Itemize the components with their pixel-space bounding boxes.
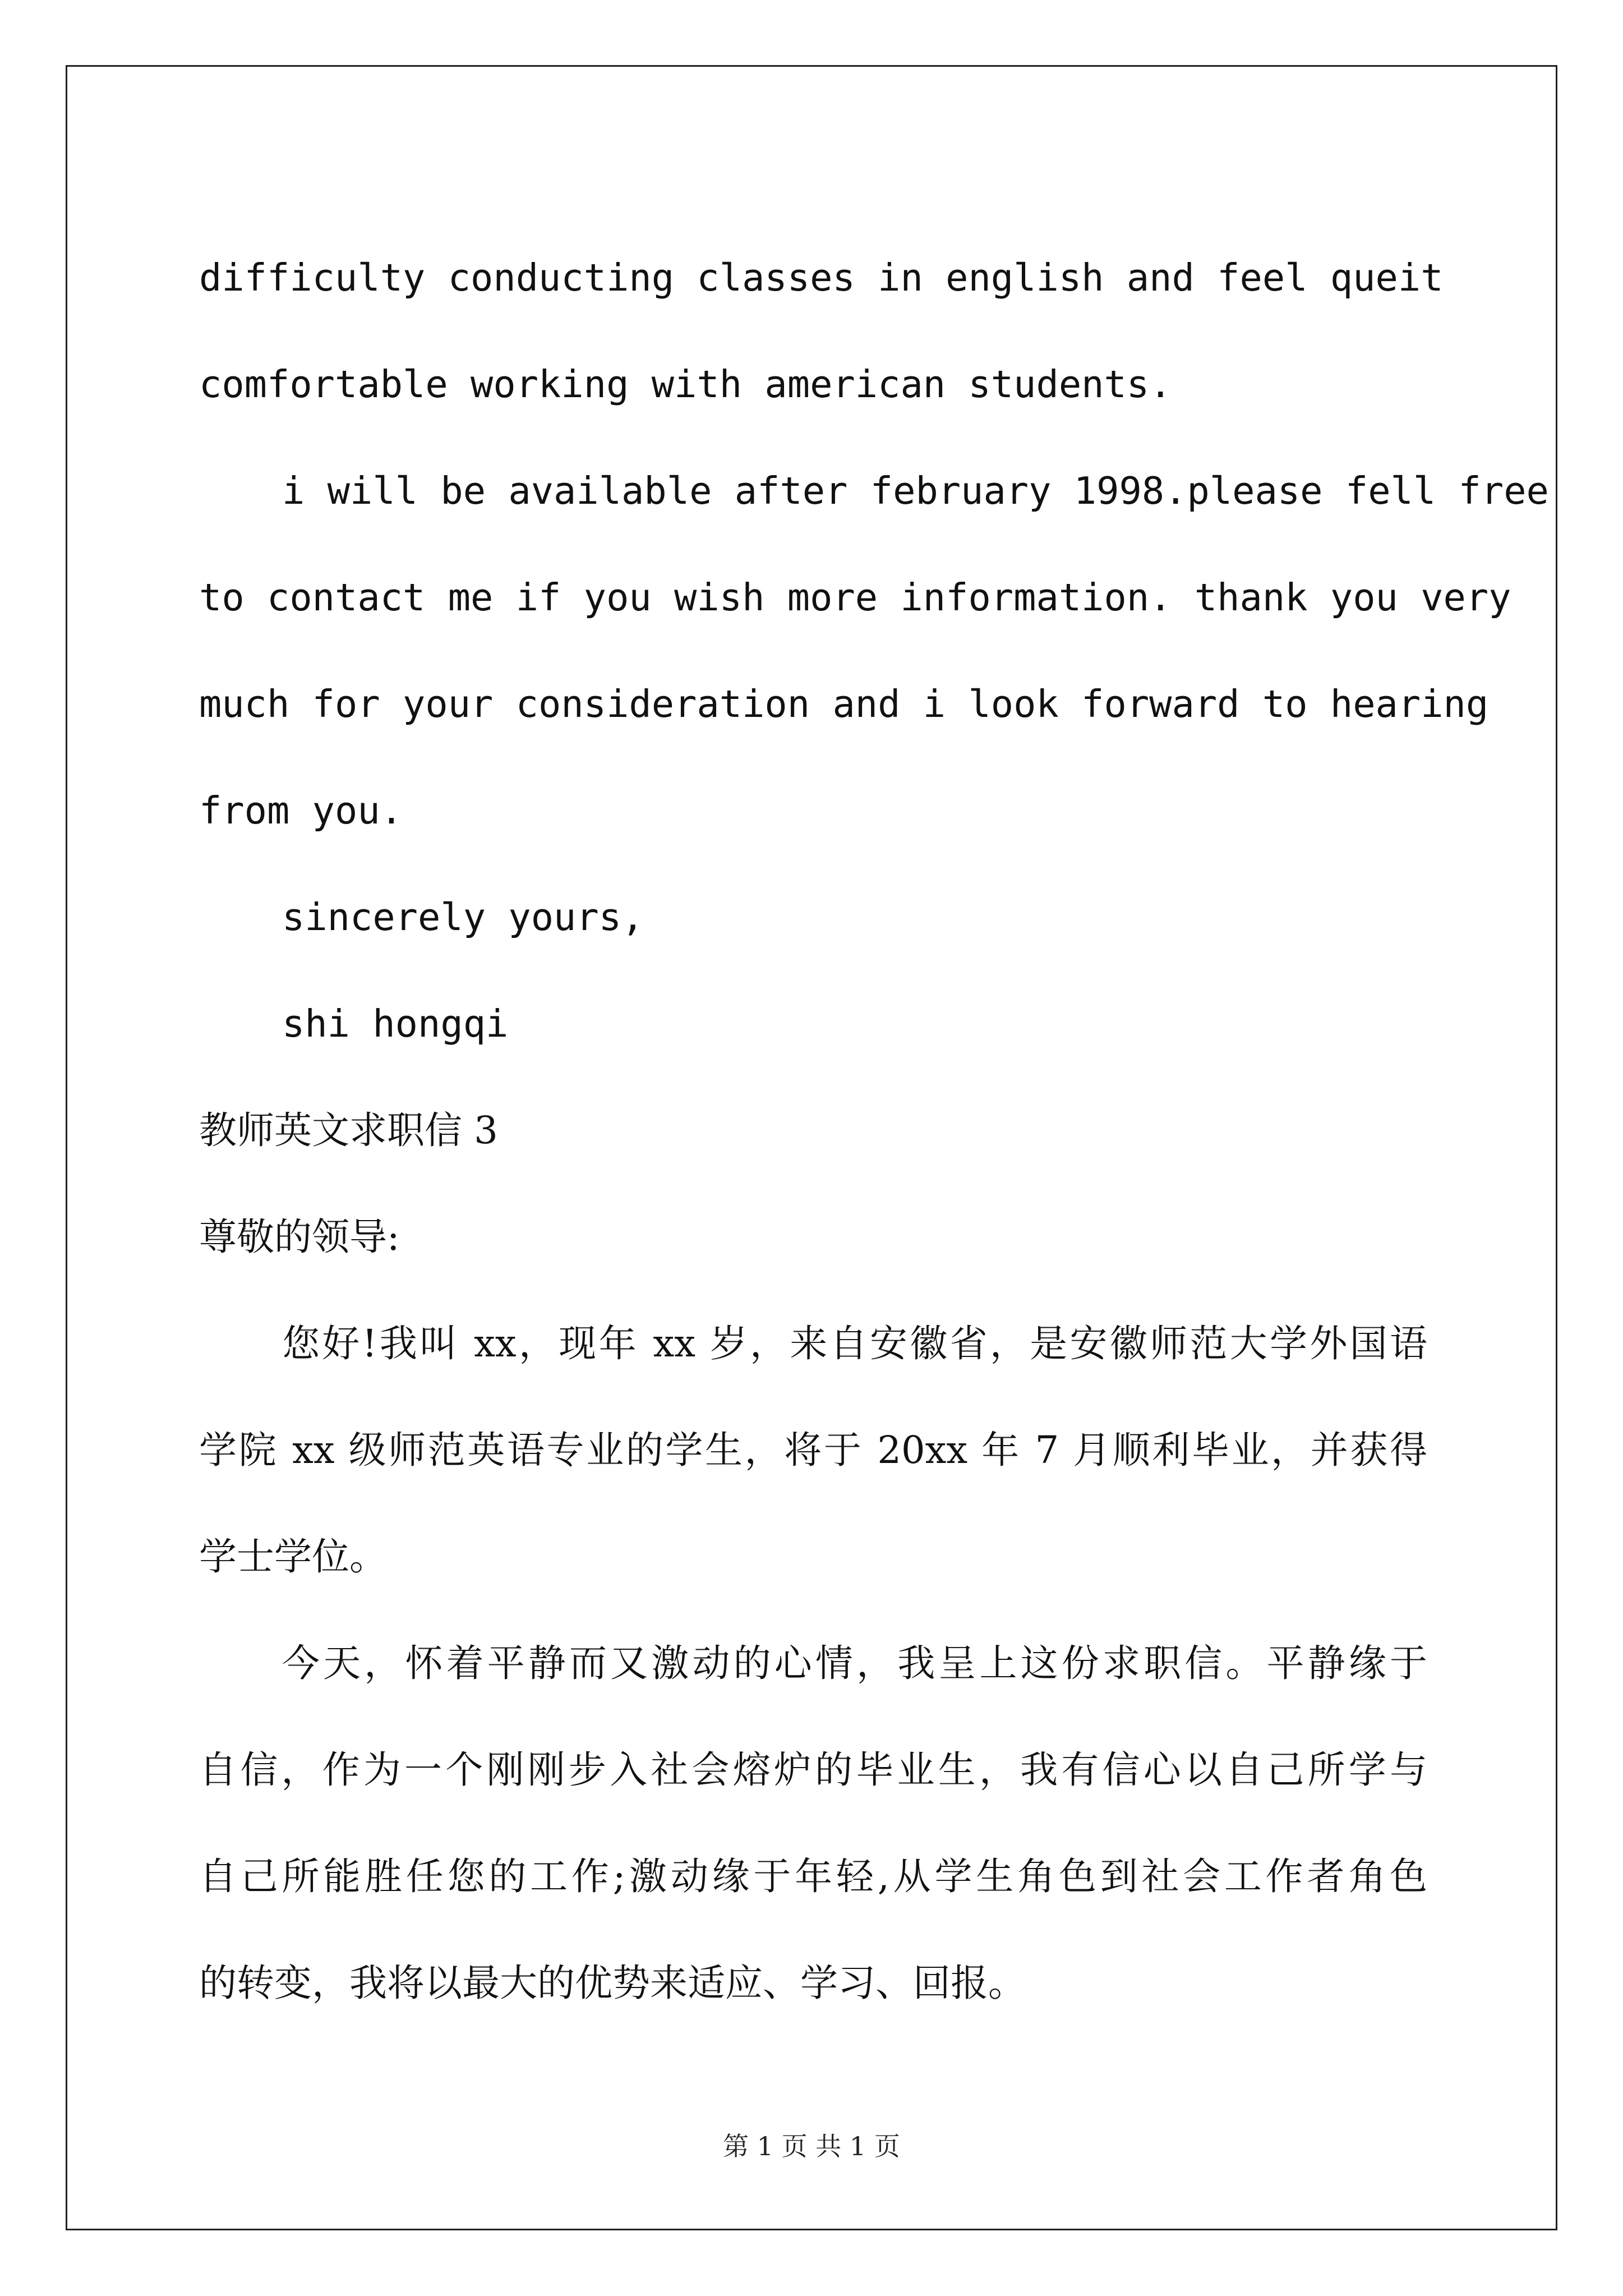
text-line: 自信，作为一个刚刚步入社会熔炉的毕业生，我有信心以自己所学与 [199,1748,1427,1792]
text-line: 的转变，我将以最大的优势来适应、学习、回报。 [199,1961,1026,2005]
signature-name: shi hongqi [282,1002,509,1046]
page-number-footer: 第 1 页 共 1 页 [723,2131,900,2161]
text-line: comfortable working with american students. [199,362,1172,406]
text-line: 今天，怀着平静而又激动的心情，我呈上这份求职信。平静缘于 [282,1641,1427,1685]
closing-salutation: sincerely yours, [282,895,644,939]
greeting: 尊敬的领导: [199,1215,400,1259]
document-body [199,224,1549,2036]
text-line: from you. [199,789,403,832]
text-line: to contact me if you wish more information. thank you very [199,576,1511,619]
text-line: 学士学位。 [199,1535,387,1579]
section-heading: 教师英文求职信 3 [199,1108,498,1152]
text-line: 学院 xx 级师范英语专业的学生，将于 20xx 年 7 月顺利毕业，并获得 [199,1428,1427,1472]
text-line: i will be available after february 1998.please fell free [282,469,1549,513]
text-line: 自己所能胜任您的工作;激动缘于年轻,从学生角色到社会工作者角色 [199,1855,1427,1898]
text-line: much for your consideration and i look forward to hearing [199,682,1489,726]
text-line: difficulty conducting classes in english and feel queit [199,256,1444,300]
text-line: 您好!我叫 xx，现年 xx 岁，来自安徽省，是安徽师范大学外国语 [282,1322,1427,1365]
